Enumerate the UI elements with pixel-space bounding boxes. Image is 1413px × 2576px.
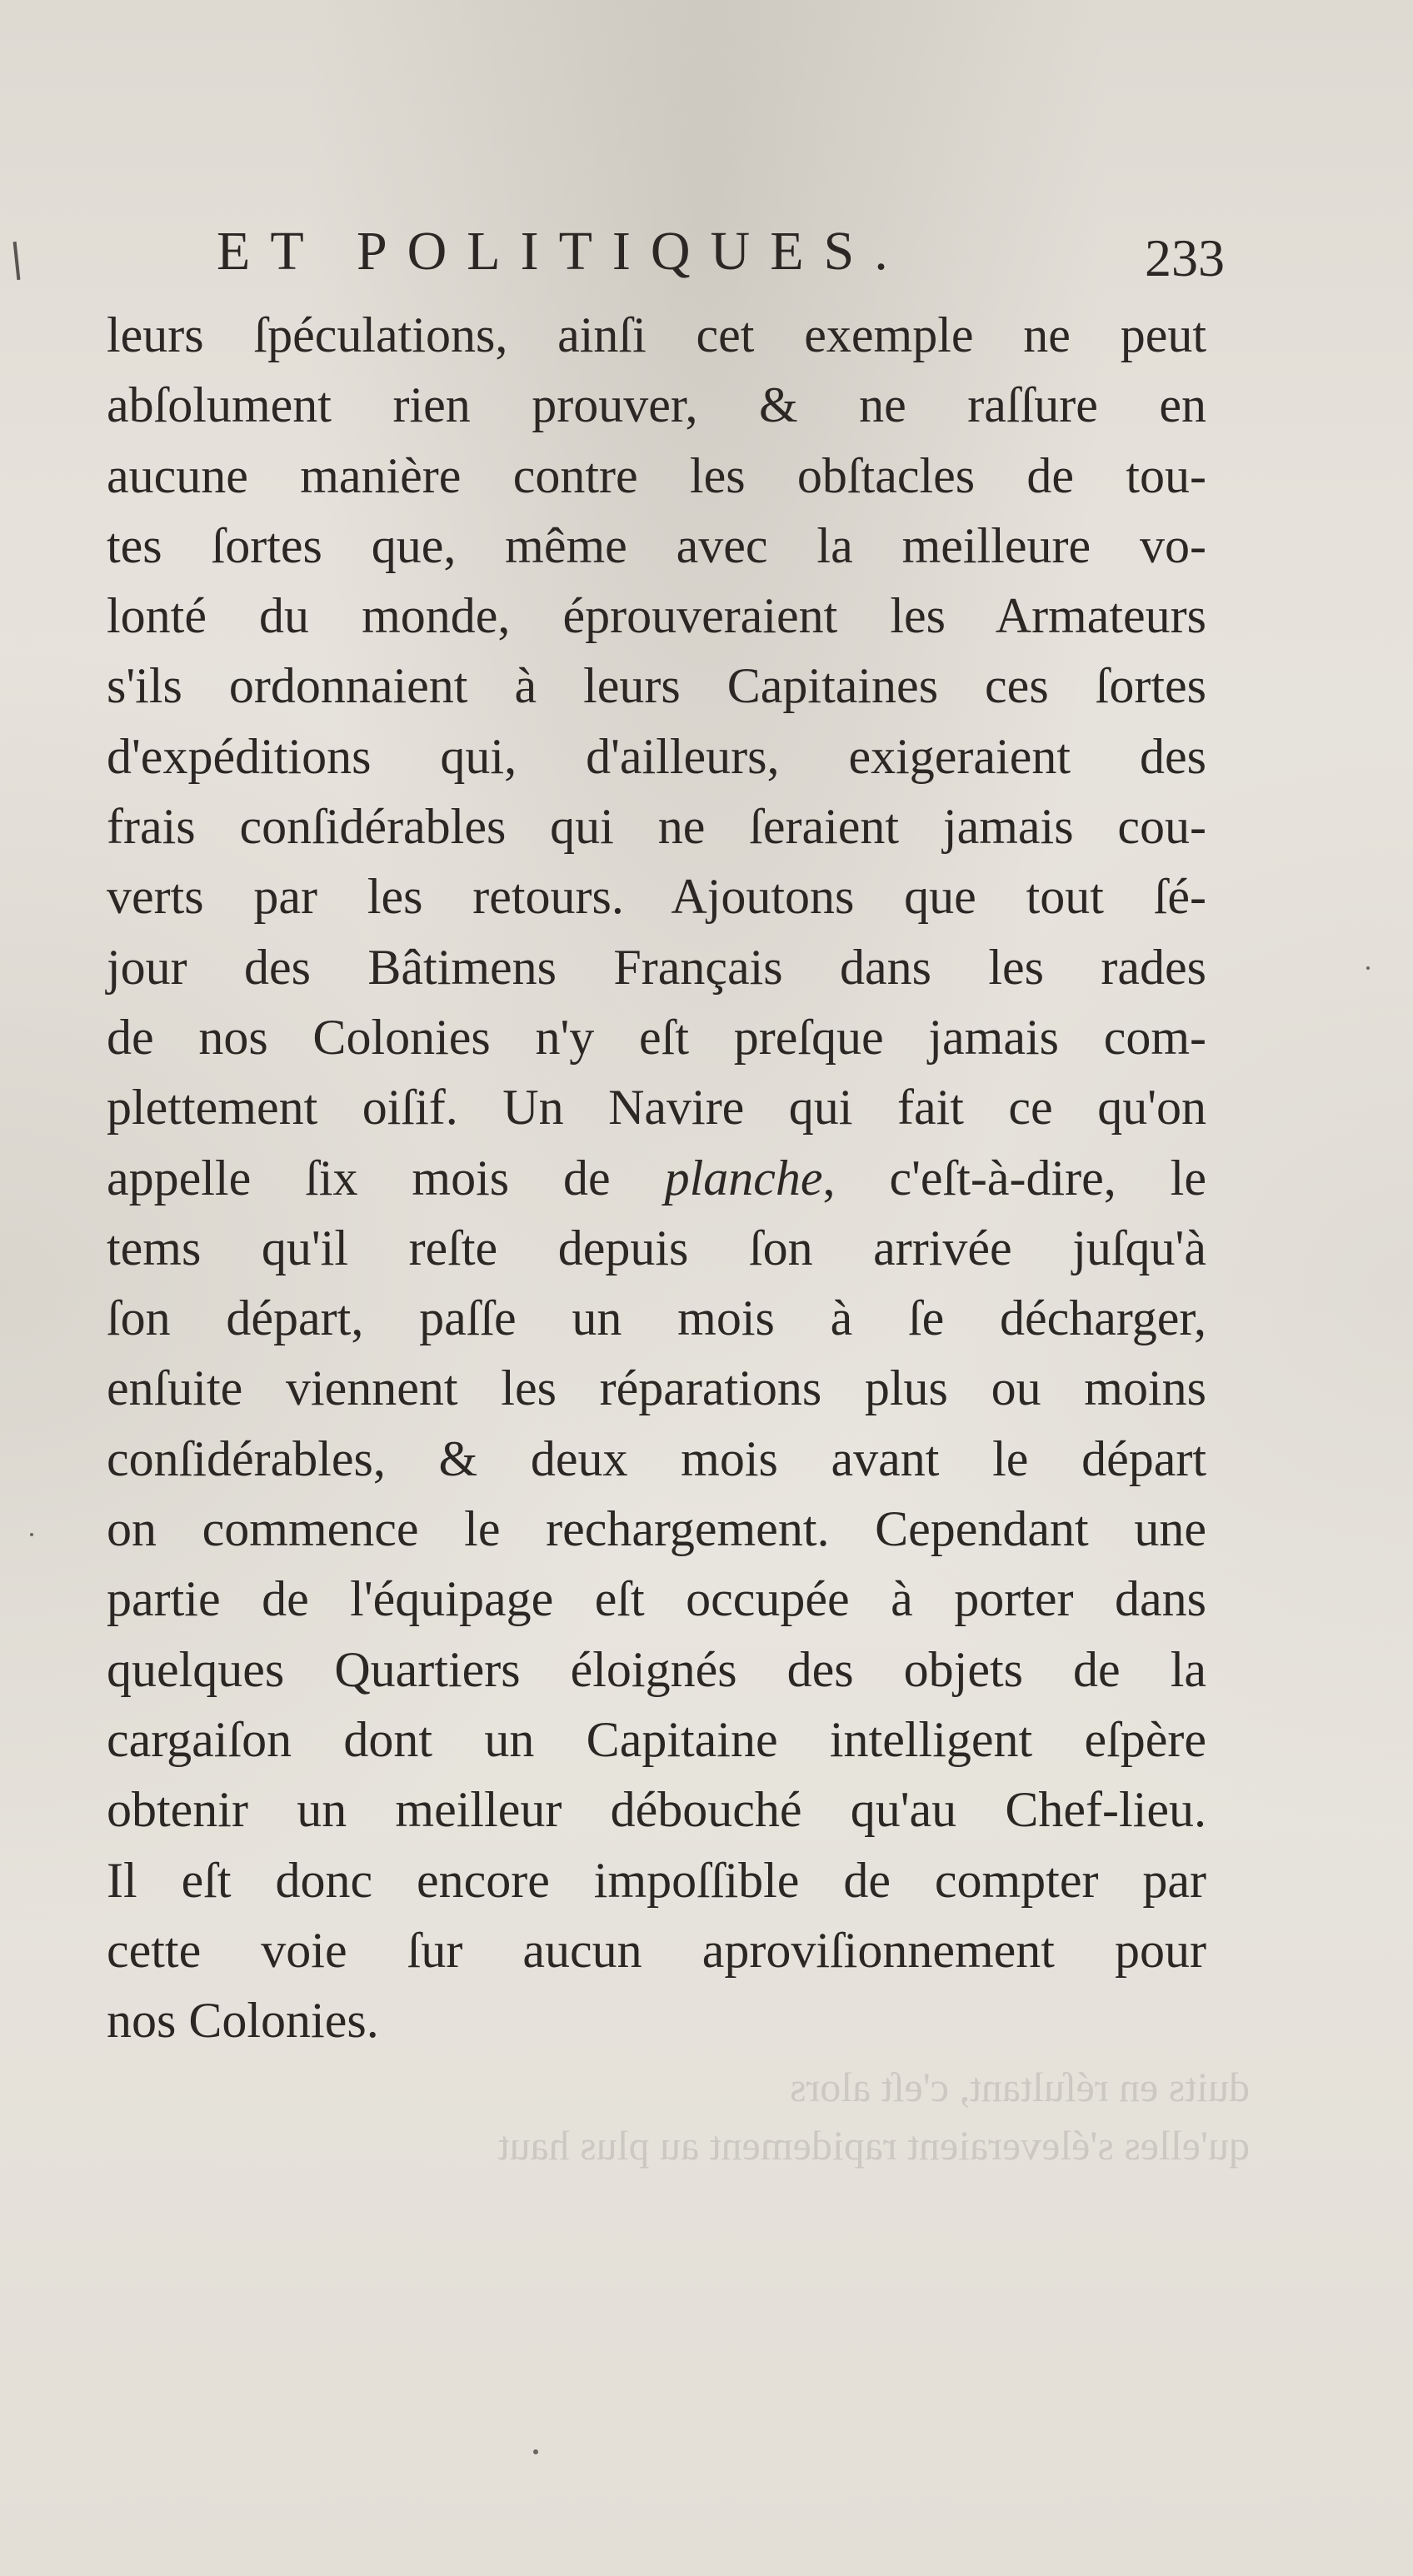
text-line: frais conſidérables qui ne ſeraient jamais cou- — [107, 799, 1206, 855]
running-title: ET POLITIQUES. — [217, 221, 908, 282]
text-line: jour des Bâtimens Français dans les rades — [107, 939, 1206, 995]
text-line: lonté du monde, éprouveraient les Armateurs — [107, 588, 1206, 644]
text-line: partie de l'équipage eſt occupée à porter dans — [107, 1571, 1206, 1627]
text-line: appelle ſix mois de planche, c'eſt-à-dire, le — [107, 1150, 1206, 1206]
text-line: cargaiſon dont un Capitaine intelligent eſpère — [107, 1711, 1206, 1767]
text-line: obtenir un meilleur débouché qu'au Chef-lieu. — [107, 1782, 1206, 1838]
text-line: enſuite viennent les réparations plus ou moins — [107, 1360, 1206, 1416]
text-line: conſidérables, & deux mois avant le départ — [107, 1430, 1206, 1486]
text-line: d'expéditions qui, d'ailleurs, exigeraient des — [107, 728, 1206, 784]
text-line: ſon départ, paſſe un mois à ſe décharger, — [107, 1290, 1206, 1346]
text-line: tes ſortes que, même avec la meilleure vo- — [107, 517, 1206, 573]
text-line: plettement oiſif. Un Navire qui fait ce qu'on — [107, 1080, 1206, 1136]
paper-speck — [30, 1533, 33, 1536]
show-through-text — [497, 2058, 1250, 2174]
show-through-line: duits en réſultant, c'eſt alors — [790, 2064, 1250, 2110]
text-line: de nos Colonies n'y eſt preſque jamais com- — [107, 1009, 1206, 1065]
text-line: cette voie ſur aucun aproviſionnement pour — [107, 1922, 1206, 1978]
text-line: abſolument rien prouver, & ne raſſure en — [107, 377, 1206, 433]
text-line: s'ils ordonnaient à leurs Capitaines ces ſortes — [107, 658, 1206, 714]
text-line: tems qu'il reſte depuis ſon arrivée juſqu'à — [107, 1220, 1206, 1276]
text-line: quelques Quartiers éloignés des objets de la — [107, 1641, 1206, 1697]
text-line: verts par les retours. Ajoutons que tout ſé- — [107, 869, 1206, 925]
italic-term: planche — [664, 1150, 823, 1206]
page-header — [200, 218, 1225, 285]
text-line: on commence le rechargement. Cependant une — [107, 1501, 1206, 1557]
text-line-last: nos Colonies. — [107, 1993, 379, 2049]
paper-speck — [1366, 966, 1370, 970]
page-number: 233 — [1145, 228, 1225, 287]
show-through-line: qu'elles s'éleveraient rapidement au plus haut — [497, 2122, 1250, 2169]
text-line: aucune manière contre les obſtacles de tou- — [107, 447, 1206, 503]
margin-mark — [13, 242, 21, 280]
text-line: leurs ſpéculations, ainſi cet exemple ne peut — [107, 307, 1206, 362]
body-text — [107, 300, 1206, 2055]
text-line: Il eſt donc encore impoſſible de compter par — [107, 1852, 1206, 1908]
paper-speck — [533, 2449, 538, 2454]
